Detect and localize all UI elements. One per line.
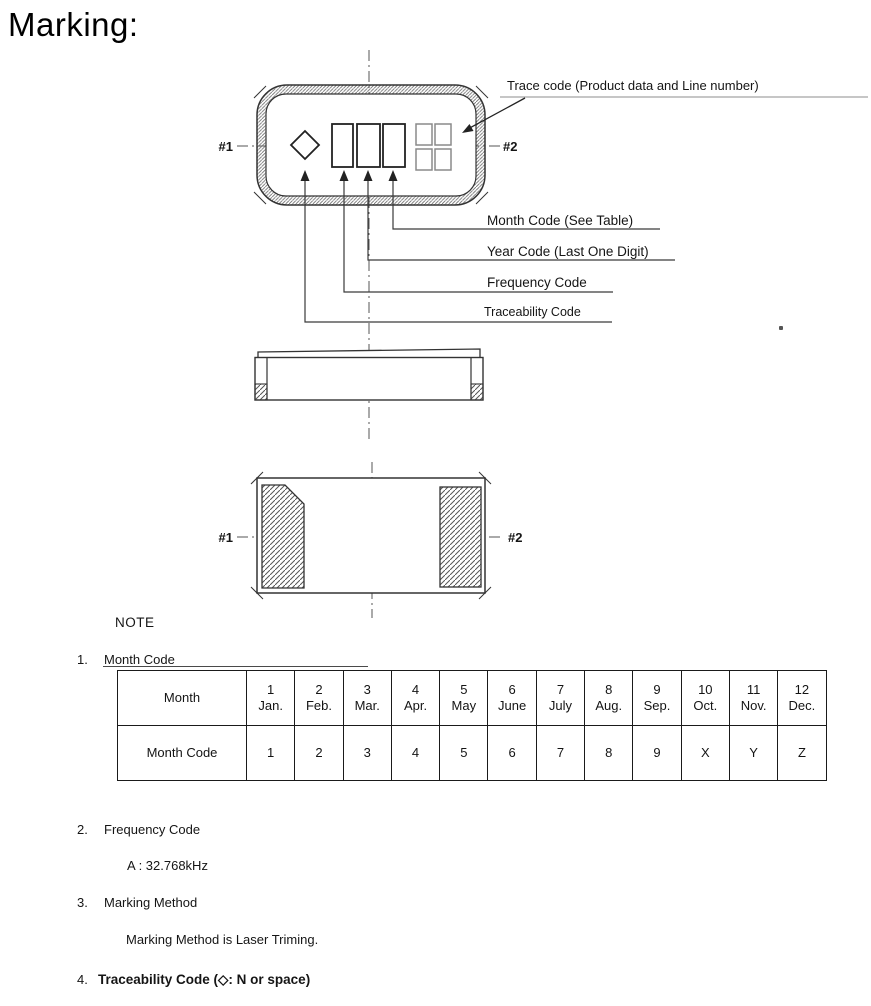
bottom-view-pin1-label: #1 <box>218 530 233 545</box>
month-header-cell: 5 May <box>440 671 488 726</box>
page-title: Marking: <box>8 6 139 43</box>
top-view-pin2-label: #2 <box>503 139 518 154</box>
month-code-heading-rule <box>103 666 368 667</box>
month-table-header-row <box>118 671 827 726</box>
note-item-4-title: Traceability Code (◇: N or space) <box>98 972 311 987</box>
note-item-2-title: Frequency Code <box>104 822 201 837</box>
month-code-cell: 6 <box>488 726 536 781</box>
note-item-4 <box>77 972 310 988</box>
top-view-diagram <box>219 78 868 322</box>
bottom-view-diagram <box>219 472 523 599</box>
marking-method-detail: Marking Method is Laser Triming. <box>126 932 319 947</box>
month-header-cell: 10 Oct. <box>681 671 729 726</box>
traceability-code-callout: Traceability Code <box>484 305 581 319</box>
note-item-3-title: Marking Method <box>104 895 198 910</box>
note-item-2-number: 2. <box>77 822 88 837</box>
bottom-view-pad1 <box>262 485 304 588</box>
month-header-cell: 3 Mar. <box>343 671 391 726</box>
note-item-2 <box>77 822 200 837</box>
side-view-lid <box>258 349 480 358</box>
month-code-cell: 8 <box>585 726 633 781</box>
bottom-view-pad2 <box>440 487 481 587</box>
stray-print-dot <box>779 326 783 330</box>
note-item-1-number: 1. <box>77 652 88 667</box>
month-header-cell: 1 Jan. <box>247 671 295 726</box>
month-code-cell: Y <box>729 726 777 781</box>
note-item-3 <box>77 895 197 910</box>
month-code-cell: 3 <box>343 726 391 781</box>
month-header-cell: 7 July <box>536 671 584 726</box>
side-view-left-terminal <box>255 384 267 400</box>
month-code-cell: 2 <box>295 726 343 781</box>
month-header-cell: 12 Dec. <box>778 671 826 726</box>
month-header-cell: 8 Aug. <box>585 671 633 726</box>
month-header-label-cell: Month <box>118 671 247 726</box>
note-item-4-number: 4. <box>77 972 88 987</box>
month-code-cell: 1 <box>247 726 295 781</box>
month-header-cell: 9 Sep. <box>633 671 681 726</box>
month-table-code-row <box>118 726 827 781</box>
month-code-cell: Z <box>778 726 826 781</box>
month-code-cell: 7 <box>536 726 584 781</box>
month-code-cell: 5 <box>440 726 488 781</box>
note-heading: NOTE <box>115 615 155 630</box>
note-item-3-number: 3. <box>77 895 88 910</box>
month-code-cell: X <box>681 726 729 781</box>
note-item-1-title: Month Code <box>104 652 175 667</box>
side-view-diagram <box>255 349 483 400</box>
month-code-label-cell: Month Code <box>118 726 247 781</box>
trace-code-label: Trace code (Product data and Line number) <box>507 78 759 93</box>
month-code-callout: Month Code (See Table) <box>487 213 634 228</box>
side-view-body <box>255 358 483 401</box>
frequency-code-detail: A : 32.768kHz <box>127 858 208 873</box>
bottom-view-pin2-label: #2 <box>508 530 523 545</box>
month-code-cell: 9 <box>633 726 681 781</box>
top-view-pin1-label: #1 <box>218 139 233 154</box>
month-code-cell: 4 <box>391 726 439 781</box>
month-header-cell: 11 Nov. <box>729 671 777 726</box>
side-view-right-terminal <box>471 384 483 400</box>
month-header-cell: 4 Apr. <box>391 671 439 726</box>
month-header-cell: 6 June <box>488 671 536 726</box>
note-item-1 <box>77 652 175 667</box>
month-code-table <box>117 670 827 781</box>
frequency-code-callout: Frequency Code <box>487 275 587 290</box>
month-header-cell: 2 Feb. <box>295 671 343 726</box>
year-code-callout: Year Code (Last One Digit) <box>487 244 649 259</box>
